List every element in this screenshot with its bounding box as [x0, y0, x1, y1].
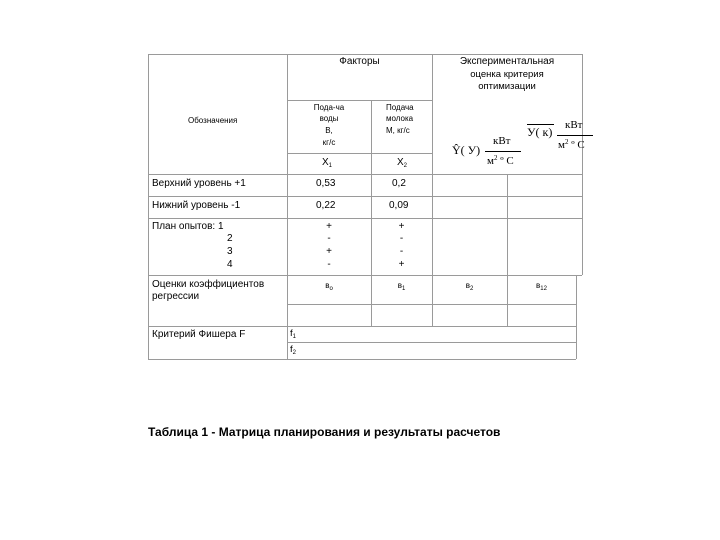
- coef-b2: $в_2$: [465, 281, 474, 292]
- formula-y-hat-expr: Ŷ( У): [452, 143, 481, 157]
- row-plan-x2-sign: -: [399, 233, 404, 244]
- header-criterion-line3: оптимизации: [478, 81, 536, 92]
- header-factor2-line2: молока: [386, 114, 414, 123]
- header-factors: Факторы: [339, 56, 380, 67]
- header-criterion-line2: оценка критерия: [470, 69, 544, 80]
- row-lower-x2: 0,09: [389, 200, 409, 211]
- row-plan-x1-sign: +: [326, 221, 332, 232]
- header-designations: Обозначения: [188, 116, 238, 125]
- header-x2: $Х_2$: [397, 157, 408, 169]
- row-plan-num-4: 4: [227, 259, 233, 270]
- row-upper-x2: 0,2: [392, 178, 406, 189]
- row-plan-x1-sign: +: [326, 246, 332, 257]
- coef-b0: $в_о$: [325, 281, 333, 292]
- row-plan-num-3: 3: [227, 246, 233, 257]
- row-plan-x2-sign: +: [398, 221, 405, 232]
- row-plan-x1-sign: -: [327, 233, 331, 244]
- header-factor2-line3: М, кг/с: [386, 126, 410, 135]
- fisher-f1: $f_1$: [290, 328, 296, 340]
- header-x1: $Х_1$: [322, 157, 333, 169]
- header-factor1-line3: В,: [325, 126, 333, 135]
- header-factor1-line2: воды: [319, 114, 339, 123]
- header-factor1-line4: кг/с: [322, 138, 336, 147]
- formula-y-k-den: $м^2$ º С: [558, 138, 585, 151]
- row-plan-x2-sign: +: [398, 259, 405, 270]
- row-regression-label-line1: Оценки коэффициентов: [152, 279, 265, 290]
- fisher-f2: $f_2$: [290, 344, 296, 356]
- row-upper-x1: 0,53: [316, 178, 336, 189]
- coef-b12: $в_{12}$: [536, 281, 547, 292]
- formula-y-k-expr: У( к): [527, 125, 553, 139]
- row-plan-num-2: 2: [227, 233, 233, 244]
- header-criterion-line1: Экспериментальная: [459, 56, 555, 67]
- table-caption: Таблица 1 - Матрица планирования и результаты расчетов: [148, 425, 501, 439]
- row-lower-label: Нижний уровень -1: [152, 200, 241, 211]
- row-plan-x1-sign: -: [327, 259, 331, 270]
- row-plan-x2-sign: -: [399, 246, 404, 257]
- row-plan-label: План опытов: 1: [152, 221, 224, 232]
- header-factor1-line1: Пода-ча: [313, 103, 345, 112]
- formula-y-hat-num: кВт: [493, 135, 511, 147]
- row-upper-label: Верхний уровень +1: [152, 178, 246, 189]
- header-factor2-line1: Подача: [386, 103, 414, 112]
- row-fisher-label: Критерий Фишера F: [152, 329, 246, 340]
- formula-y-k-num: кВт: [565, 119, 583, 131]
- coef-b1: $в_1$: [397, 281, 406, 292]
- formula-y-hat-den: $м^2$ º С: [487, 154, 514, 167]
- row-regression-label-line2: регрессии: [152, 291, 200, 302]
- row-lower-x1: 0,22: [316, 200, 336, 211]
